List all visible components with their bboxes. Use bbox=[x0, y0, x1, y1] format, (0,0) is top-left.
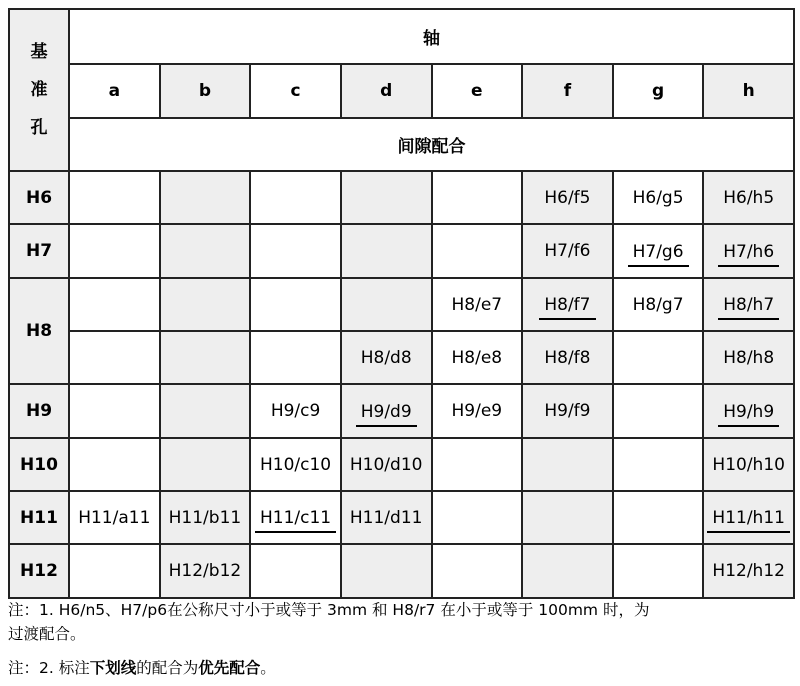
shaft-column-b: b bbox=[160, 64, 251, 118]
fit-cell bbox=[160, 171, 251, 224]
fit-cell bbox=[69, 224, 160, 278]
fit-table bbox=[8, 8, 795, 599]
table-row bbox=[9, 331, 794, 384]
fit-cell bbox=[613, 224, 704, 278]
fit-cell bbox=[250, 224, 341, 278]
fit-cell bbox=[250, 438, 341, 491]
shaft-column-h: h bbox=[703, 64, 794, 118]
fit-cell bbox=[341, 438, 432, 491]
corner-char: 准 bbox=[30, 80, 48, 100]
fit-cell bbox=[432, 171, 523, 224]
fit-cell bbox=[522, 278, 613, 331]
note-2 bbox=[8, 656, 276, 680]
preferred-fit: H8/h7 bbox=[718, 295, 779, 320]
fit-cell bbox=[613, 491, 704, 544]
fit-cell bbox=[250, 544, 341, 598]
fit-cell bbox=[432, 278, 523, 331]
fit-cell bbox=[703, 491, 794, 544]
fit-cell bbox=[432, 384, 523, 438]
fit-value: H11/b11 bbox=[168, 507, 242, 528]
fit-cell bbox=[250, 331, 341, 384]
table-row bbox=[9, 491, 794, 544]
fit-cell bbox=[250, 278, 341, 331]
hole-label-h10: H10 bbox=[9, 438, 69, 491]
fit-cell bbox=[160, 331, 251, 384]
fit-value: H8/g7 bbox=[632, 294, 684, 315]
fit-cell bbox=[160, 491, 251, 544]
fit-value: H12/h12 bbox=[712, 561, 785, 581]
table-row bbox=[9, 544, 794, 598]
shaft-column-a: a bbox=[69, 64, 160, 118]
fit-value: H7/f6 bbox=[544, 241, 591, 261]
fit-cell bbox=[160, 278, 251, 331]
preferred-fit: H11/c11 bbox=[255, 508, 336, 533]
fit-value: H8/h8 bbox=[723, 347, 775, 368]
fit-value: H12/b12 bbox=[168, 561, 242, 581]
fit-cell bbox=[703, 544, 794, 598]
note-2-prefix: 注：2. 标注 bbox=[8, 659, 90, 677]
fit-cell bbox=[432, 224, 523, 278]
preferred-fit: H8/f7 bbox=[539, 295, 595, 320]
hole-label-h7: H7 bbox=[9, 224, 69, 278]
shaft-column-g: g bbox=[613, 64, 704, 118]
table-row bbox=[9, 278, 794, 331]
fit-cell bbox=[250, 491, 341, 544]
fit-cell bbox=[432, 491, 523, 544]
fit-cell bbox=[613, 384, 704, 438]
fit-cell bbox=[703, 438, 794, 491]
fit-cell bbox=[432, 331, 523, 384]
note-2-middle: 的配合为 bbox=[136, 659, 199, 677]
corner-char: 基 bbox=[30, 42, 48, 62]
fit-cell bbox=[522, 384, 613, 438]
fit-value: H6/g5 bbox=[632, 187, 684, 208]
fit-cell bbox=[160, 384, 251, 438]
fit-cell bbox=[341, 544, 432, 598]
fit-cell bbox=[432, 544, 523, 598]
fit-value: H8/e7 bbox=[451, 294, 503, 315]
fit-type-header: 间隙配合 bbox=[69, 118, 794, 171]
table-row bbox=[9, 384, 794, 438]
fit-cell bbox=[613, 278, 704, 331]
fit-cell bbox=[522, 438, 613, 491]
preferred-fit: H7/h6 bbox=[718, 242, 779, 267]
fit-cell bbox=[522, 224, 613, 278]
fit-value: H11/d11 bbox=[349, 507, 423, 528]
note-1-line-2: 过渡配合。 bbox=[8, 625, 86, 643]
fit-cell bbox=[522, 331, 613, 384]
preferred-fit: H7/g6 bbox=[628, 242, 689, 267]
shaft-column-c: c bbox=[250, 64, 341, 118]
hole-label-h9: H9 bbox=[9, 384, 69, 438]
note-1 bbox=[8, 598, 649, 646]
note-2-preferred-term: 优先配合 bbox=[198, 659, 261, 677]
fit-cell bbox=[250, 384, 341, 438]
table-row bbox=[9, 171, 794, 224]
fit-cell bbox=[341, 224, 432, 278]
fit-value: H9/c9 bbox=[270, 401, 321, 421]
fit-cell bbox=[341, 331, 432, 384]
fit-value: H8/d8 bbox=[360, 347, 412, 368]
fit-cell bbox=[703, 278, 794, 331]
fit-value: H9/f9 bbox=[544, 401, 591, 421]
fit-cell bbox=[69, 171, 160, 224]
corner-char: 孔 bbox=[30, 118, 48, 138]
hole-basis-header bbox=[9, 9, 69, 171]
fit-cell bbox=[341, 491, 432, 544]
fit-value: H10/h10 bbox=[712, 454, 785, 475]
fit-cell bbox=[160, 544, 251, 598]
fit-value: H6/h5 bbox=[723, 187, 775, 208]
fit-cell bbox=[432, 438, 523, 491]
fit-cell bbox=[69, 438, 160, 491]
fit-cell bbox=[703, 384, 794, 438]
shaft-column-d: d bbox=[341, 64, 432, 118]
fit-cell bbox=[522, 544, 613, 598]
note-2-end: 。 bbox=[260, 659, 276, 677]
preferred-fit: H9/d9 bbox=[356, 402, 417, 427]
fit-cell bbox=[703, 224, 794, 278]
fit-value: H10/c10 bbox=[260, 454, 332, 475]
fit-cell bbox=[613, 544, 704, 598]
fit-value: H10/d10 bbox=[349, 454, 423, 475]
hole-label-h12: H12 bbox=[9, 544, 69, 598]
fit-value: H8/e8 bbox=[451, 347, 503, 368]
fit-value: H11/a11 bbox=[78, 507, 151, 528]
fit-cell bbox=[613, 331, 704, 384]
fit-cell bbox=[250, 171, 341, 224]
fit-cell bbox=[341, 384, 432, 438]
fit-value: H6/f5 bbox=[544, 187, 591, 208]
preferred-fit: H11/h11 bbox=[707, 508, 790, 533]
fit-cell bbox=[703, 331, 794, 384]
fit-cell bbox=[69, 278, 160, 331]
table-row bbox=[9, 438, 794, 491]
fit-cell bbox=[703, 171, 794, 224]
note-1-line-1: 注：1. H6/n5、H7/p6在公称尺寸小于或等于 3mm 和 H8/r7 在小于或等于 100mm 时，为 bbox=[8, 601, 650, 619]
table-row bbox=[9, 224, 794, 278]
fit-cell bbox=[69, 491, 160, 544]
hole-label-h8: H8 bbox=[9, 278, 69, 384]
shaft-column-e: e bbox=[432, 64, 523, 118]
preferred-fit: H9/h9 bbox=[718, 402, 779, 427]
hole-label-h11: H11 bbox=[9, 491, 69, 544]
shaft-header: 轴 bbox=[69, 9, 794, 64]
fit-cell bbox=[69, 384, 160, 438]
fit-cell bbox=[522, 171, 613, 224]
fit-value: H9/e9 bbox=[451, 401, 503, 421]
fit-cell bbox=[69, 544, 160, 598]
note-2-underline-term: 下划线 bbox=[89, 659, 137, 677]
fit-cell bbox=[613, 171, 704, 224]
fit-cell bbox=[613, 438, 704, 491]
fit-cell bbox=[69, 331, 160, 384]
fit-cell bbox=[160, 224, 251, 278]
fit-cell bbox=[160, 438, 251, 491]
hole-label-h6: H6 bbox=[9, 171, 69, 224]
shaft-column-f: f bbox=[522, 64, 613, 118]
fit-cell bbox=[341, 171, 432, 224]
fit-cell bbox=[341, 278, 432, 331]
fit-cell bbox=[522, 491, 613, 544]
fit-value: H8/f8 bbox=[544, 347, 591, 368]
